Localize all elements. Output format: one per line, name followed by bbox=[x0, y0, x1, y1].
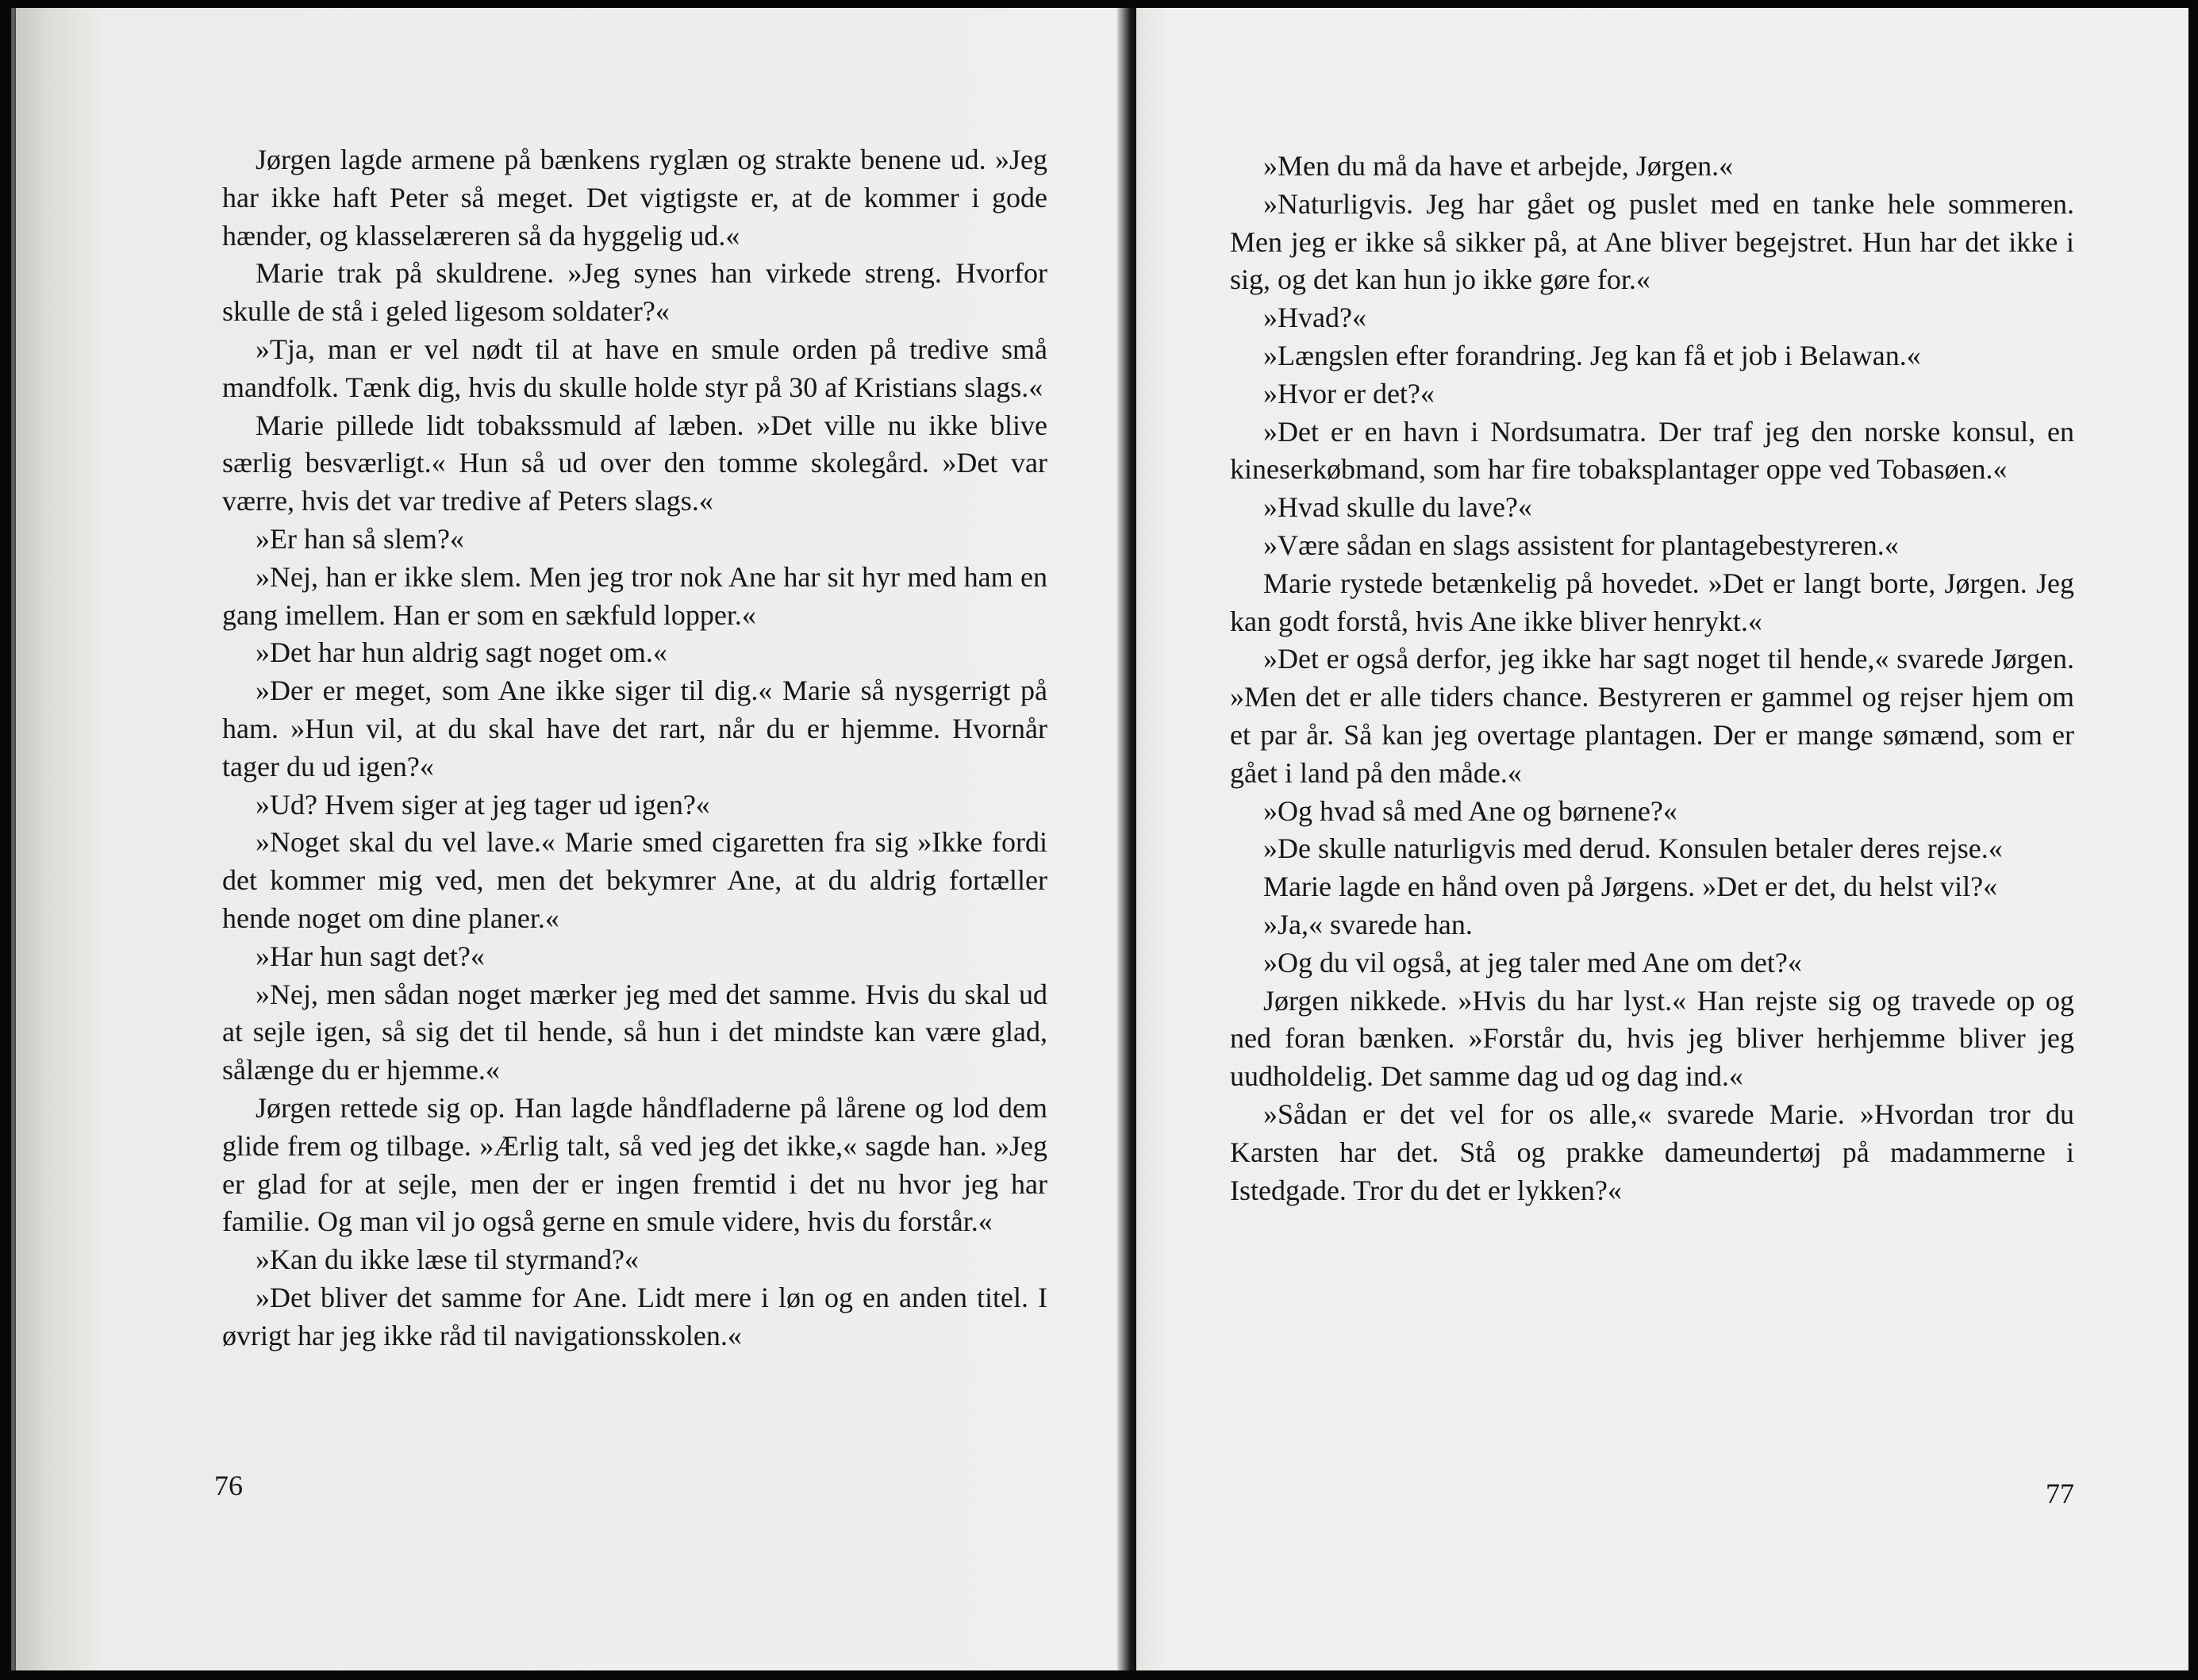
paragraph: »Der er meget, som Ane ikke siger til dig.« Marie så nysgerrigt på ham. »Hun vil, at du skal have det rart, når du er hjemme. Hvornår tager du ud igen?« bbox=[222, 675, 1047, 782]
paragraph: »Kan du ikke læse til styrmand?« bbox=[256, 1244, 639, 1276]
paragraph: »Og hvad så med Ane og børnene?« bbox=[1263, 794, 1677, 827]
paragraph: »Det er en havn i Nordsumatra. Der traf jeg den norske konsul, en kineserkøbmand, som har fire tobaksplantager oppe ved Tobasøen.« bbox=[1230, 415, 2074, 486]
paragraph: »Længslen efter forandring. Jeg kan få et job i Belawan.« bbox=[1263, 339, 1921, 371]
paragraph: »Ja,« svarede han. bbox=[1263, 908, 1473, 940]
paragraph: Jørgen nikkede. »Hvis du har lyst.« Han rejste sig og travede op og ned foran bænken. »Forstår du, hvis jeg bliver herhjemme bliver jeg uudholdelig. Det samme dag ud og dag ind.« bbox=[1230, 984, 2074, 1093]
paragraph: »Det har hun aldrig sagt noget om.« bbox=[256, 636, 667, 669]
left-page bbox=[16, 8, 1120, 1670]
page-number: 76 bbox=[214, 1470, 243, 1501]
left-page-text bbox=[222, 141, 1047, 1355]
paragraph: »Være sådan en slags assistent for plantagebestyreren.« bbox=[1263, 529, 1899, 561]
paragraph: »Nej, men sådan noget mærker jeg med det samme. Hvis du skal ud at sejle igen, så sig det til hende, så hun i det mindste kan være glad, sålænge du er hjemme.« bbox=[222, 978, 1047, 1086]
paragraph: »Men du må da have et arbejde, Jørgen.« bbox=[1263, 150, 1734, 182]
paragraph: »Har hun sagt det?« bbox=[256, 940, 485, 972]
paragraph: »Og du vil også, at jeg taler med Ane om det?« bbox=[1263, 946, 1802, 978]
paragraph: Jørgen lagde armene på bænkens ryglæn og strakte benene ud. »Jeg har ikke haft Peter så meget. Det vigtigste er, at de kommer i gode hænder, og klasselæreren så da hyggelig ud.« bbox=[222, 144, 1047, 252]
paragraph: Marie trak på skuldrene. »Jeg synes han virkede streng. Hvorfor skulle de stå i geled ligesom soldater?« bbox=[222, 257, 1047, 328]
page-number: 77 bbox=[2046, 1478, 2074, 1509]
paragraph: »Tja, man er vel nødt til at have en smule orden på tredive små mandfolk. Tænk dig, hvis du skulle holde styr på 30 af Kristians slags.« bbox=[222, 333, 1047, 403]
paragraph: »Sådan er det vel for os alle,« svarede Marie. »Hvordan tror du Karsten har det. Stå og prakke dameundertøj på madammerne i Istedgade. Tror du det er lykken?« bbox=[1230, 1098, 2074, 1206]
paragraph: »De skulle naturligvis med derud. Konsulen betaler deres rejse.« bbox=[1263, 832, 2003, 865]
paragraph: »Det er også derfor, jeg ikke har sagt noget til hende,« svarede Jørgen. »Men det er alle tiders chance. Bestyreren er gammel og rejser hjem om et par år. Så kan jeg overtage plantagen. Der er mange sømænd, som er gået i land på den måde.« bbox=[1230, 643, 2074, 789]
right-page-text bbox=[1230, 148, 2074, 1209]
paragraph: Marie pillede lidt tobakssmuld af læben. »Det ville nu ikke blive særlig besværligt.« Hun så ud over den tomme skolegård. »Det var værre, hvis det var tredive af Peters slags.« bbox=[222, 409, 1047, 517]
paragraph: »Hvor er det?« bbox=[1263, 377, 1435, 409]
paragraph: »Nej, han er ikke slem. Men jeg tror nok Ane har sit hyr med ham en gang imellem. Han er som en sækfuld lopper.« bbox=[222, 560, 1047, 631]
paragraph: »Naturligvis. Jeg har gået og puslet med en tanke hele sommeren. Men jeg er ikke så sikker på, at Ane bliver begejstret. Hun har det ikke i sig, og det kan hun jo ikke gøre for.« bbox=[1230, 187, 2074, 296]
paragraph: »Er han så slem?« bbox=[256, 522, 464, 555]
paragraph: »Det bliver det samme for Ane. Lidt mere i løn og en anden titel. I øvrigt har jeg ikke råd til navigationsskolen.« bbox=[222, 1281, 1047, 1351]
paragraph: »Hvad skulle du lave?« bbox=[1263, 491, 1532, 524]
paragraph: »Hvad?« bbox=[1263, 302, 1366, 334]
paragraph: Jørgen rettede sig op. Han lagde håndfladerne på lårene og lod dem glide frem og tilbage. »Ærlig talt, så ved jeg det ikke,« sagde han. »Jeg er glad for at sejle, men der er ingen fremtid i det nu hvor jeg har familie. Og man vil jo også gerne en smule videre, hvis du forstår.« bbox=[222, 1091, 1047, 1238]
right-page bbox=[1136, 8, 2188, 1670]
paragraph: »Noget skal du vel lave.« Marie smed cigaretten fra sig »Ikke fordi det kommer mig ved, men det bekymrer Ane, at du aldrig fortæller hende noget om dine planer.« bbox=[222, 826, 1047, 934]
paragraph: Marie lagde en hånd oven på Jørgens. »Det er det, du helst vil?« bbox=[1263, 871, 1998, 903]
paragraph: »Ud? Hvem siger at jeg tager ud igen?« bbox=[256, 788, 710, 821]
paragraph: Marie rystede betænkelig på hovedet. »Det er langt borte, Jørgen. Jeg kan godt forstå, hvis Ane ikke bliver henrykt.« bbox=[1230, 567, 2074, 637]
